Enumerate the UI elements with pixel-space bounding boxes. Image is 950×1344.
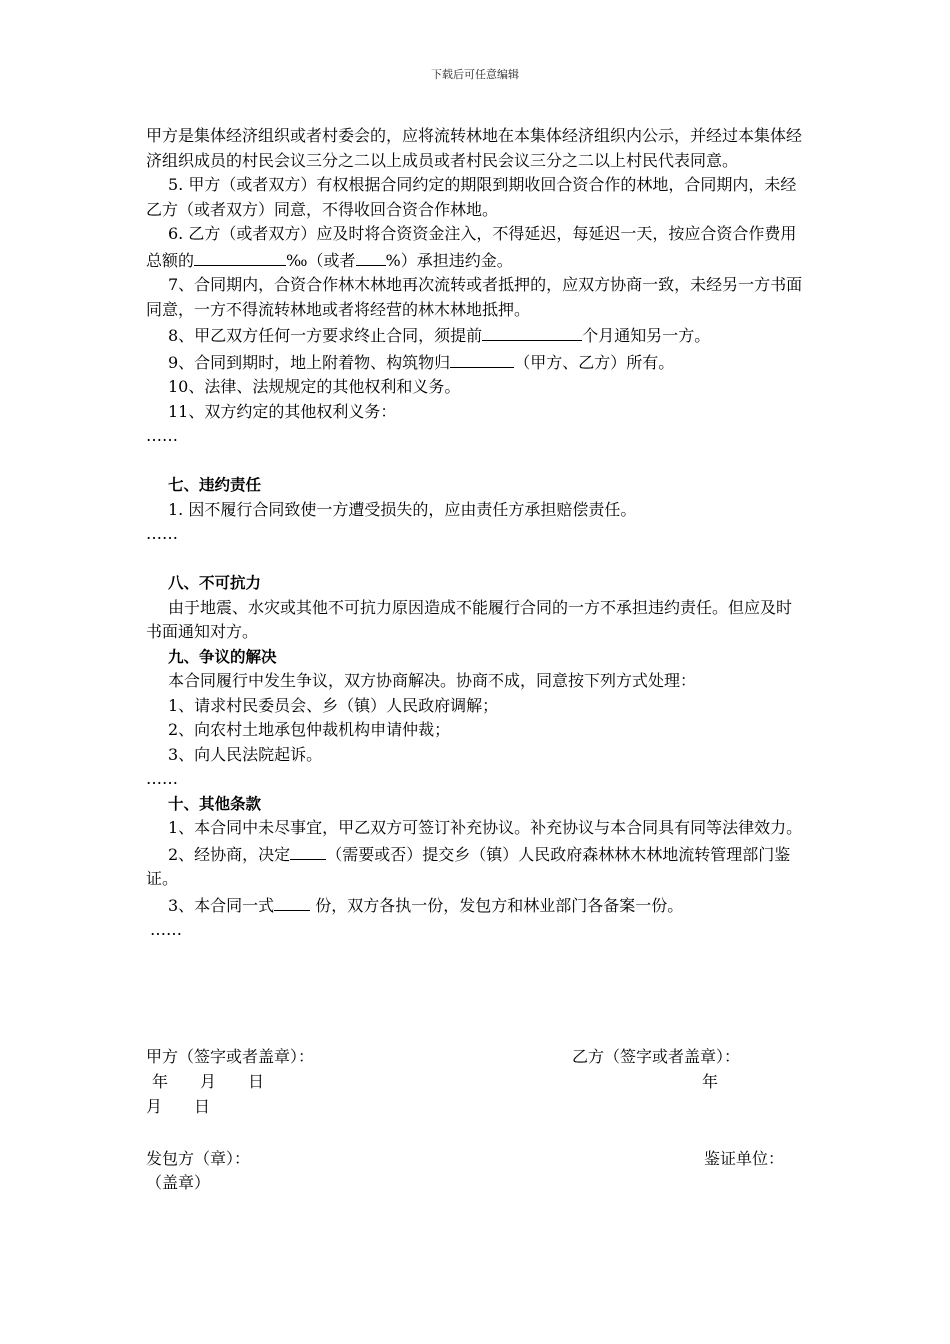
seal-note: （盖章） <box>146 1173 211 1192</box>
section9-paragraph: 本合同履行中发生争议，双方协商解决。协商不成，同意按下列方式处理： <box>168 671 697 690</box>
section10-clause-2: 2、经协商，决定 （需要或否）提交乡（镇）人民政府森林林木林地流转管理部门鉴证。 <box>146 841 806 892</box>
ellipsis: …… <box>146 769 178 788</box>
copies-count-blank[interactable] <box>274 892 310 911</box>
issuer-seal-label: 发包方（章）： <box>146 1149 251 1168</box>
section10-title: 十、其他条款 <box>168 794 262 813</box>
submit-decision-blank[interactable] <box>290 841 326 860</box>
ownership-blank[interactable] <box>450 349 514 368</box>
document-body <box>146 124 806 943</box>
section7-title: 七、违约责任 <box>168 476 262 494</box>
clause-9: 9、合同到期时，地上附着物、构筑物归 （甲方、乙方）所有。 <box>146 349 806 376</box>
party-b-date-year: 年 <box>702 1072 719 1091</box>
clause-6: 6. 乙方（或者双方）应及时将合资资金注入，不得延迟，每延迟一天，按应合资合作费用总额的 ‰（或者 %）承担违约金。 <box>146 224 797 270</box>
clause-10: 10、法律、法规规定的其他权利和义务。 <box>168 377 461 396</box>
section9-title: 九、争议的解决 <box>168 647 277 666</box>
penalty-permille-blank[interactable] <box>194 247 286 266</box>
party-b-signature-label: 乙方（签字或者盖章）： <box>572 1047 741 1066</box>
clause-7: 7、合同期内，合资合作林木林地再次流转或者抵押的，应双方协商一致，未经另一方书面同意，一方不得流转林地或者将经营的林木林地抵押。 <box>146 275 803 319</box>
notice-months-blank[interactable] <box>482 322 582 341</box>
clause-5: 5. 甲方（或者双方）有权根据合同约定的期限到期收回合资合作的林地，合同期内，未经乙方（或者双方）同意，不得收回合资合作林地。 <box>146 175 797 219</box>
verifier-label: 鉴证单位： <box>704 1149 785 1168</box>
section8-title: 八、不可抗力 <box>168 574 262 592</box>
section6-paragraph: 甲方是集体经济组织或者村委会的，应将流转林地在本集体经济组织内公示，并经过本集体经济组织成员的村民会议三分之二以上成员或者村民会议三分之二以上村民代表同意。 <box>146 126 803 170</box>
section10-clause-1: 1、本合同中未尽事宜，甲乙双方可签订补充协议。补充协议与本合同具有同等法律效力。 <box>168 818 803 837</box>
section9-clause-3: 3、向人民法院起诉。 <box>168 744 323 764</box>
party-a-date: 年 月 日 <box>152 1072 265 1091</box>
ellipsis: …… <box>150 920 182 939</box>
ellipsis: …… <box>146 524 178 543</box>
section9-clause-1: 1、请求村民委员会、乡（镇）人民政府调解； <box>168 695 499 715</box>
ellipsis: …… <box>146 426 178 445</box>
page-header: 下载后可任意编辑 <box>431 68 519 81</box>
section8-paragraph: 由于地震、水灾或其他不可抗力原因造成不能履行合同的一方不承担违约责任。但应及时书面通知对方。 <box>146 597 793 641</box>
section10-clause-3: 3、本合同一式 份，双方各执一份，发包方和林业部门各备案一份。 <box>146 892 806 919</box>
penalty-percent-blank[interactable] <box>356 247 386 266</box>
clause-8: 8、甲乙双方任何一方要求终止合同，须提前 个月通知另一方。 <box>146 322 806 349</box>
clause-11: 11、双方约定的其他权利义务： <box>168 401 397 421</box>
section7-clause-1: 1. 因不履行合同致使一方遭受损失的，应由责任方承担赔偿责任。 <box>168 499 637 519</box>
section9-clause-2: 2、向农村土地承包仲裁机构申请仲裁； <box>168 720 451 739</box>
party-a-signature-label: 甲方（签字或者盖章）： <box>146 1047 315 1066</box>
party-b-date-rest: 月 日 <box>146 1097 211 1116</box>
